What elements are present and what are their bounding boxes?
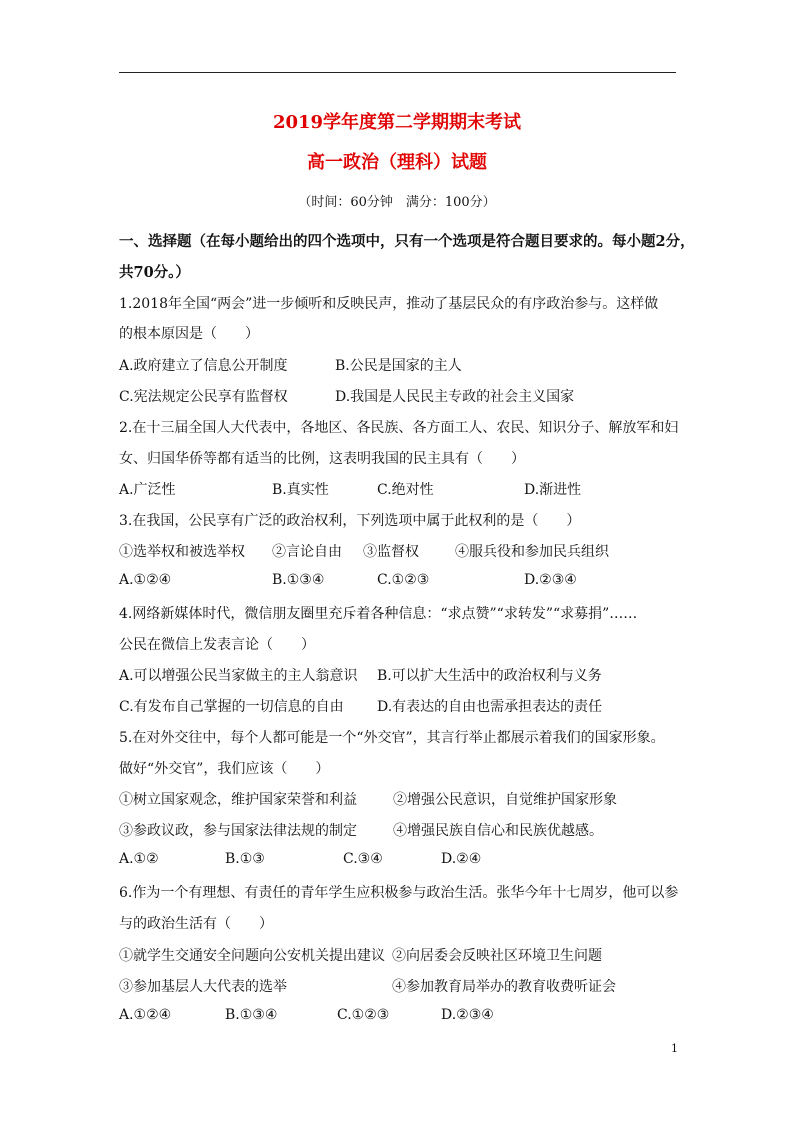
- q4-stem-line2: 公民在微信上发表言论（ ）: [119, 637, 315, 653]
- q2-option-a: A.广泛性: [119, 482, 176, 498]
- q5-item-2: ②增强公民意识，自觉维护国家形象: [393, 792, 617, 808]
- header-rule: [119, 72, 676, 73]
- time-info: （时间：60分钟 满分：100分）: [298, 195, 496, 210]
- q6-option-a: A.①②④: [119, 1007, 172, 1023]
- q5-item-3: ③参政议政，参与国家法律法规的制定: [119, 823, 357, 839]
- q6-item-2: ②向居委会反映社区环境卫生问题: [392, 948, 602, 964]
- q2-option-d: D.渐进性: [524, 482, 582, 498]
- q1-stem-line2: 的根本原因是（ ）: [119, 326, 259, 342]
- q5-stem-line1: 5.在对外交往中，每个人都可能是一个“外交官”，其言行举止都展示着我们的国家形象。: [119, 730, 665, 746]
- q5-option-a: A.①②: [119, 851, 159, 867]
- q6-item-3: ③参加基层人大代表的选举: [119, 979, 287, 995]
- q5-option-b: B.①③: [225, 851, 265, 867]
- q5-item-1: ①树立国家观念，维护国家荣誉和利益: [119, 792, 357, 808]
- q4-option-c: C.有发布自己掌握的一切信息的自由: [119, 699, 344, 715]
- q6-option-d: D.②③④: [441, 1007, 494, 1023]
- q2-stem-line2: 女、归国华侨等都有适当的比例，这表明我国的民主具有（ ）: [119, 451, 525, 467]
- q3-stem-line1: 3.在我国，公民享有广泛的政治权利，下列选项中属于此权利的是（ ）: [119, 513, 581, 529]
- q5-option-c: C.③④: [343, 851, 383, 867]
- page-number: 1: [671, 1042, 678, 1055]
- q6-option-b: B.①③④: [225, 1007, 278, 1023]
- q6-item-4: ④参加教育局举办的教育收费听证会: [392, 979, 616, 995]
- q4-option-b: B.可以扩大生活中的政治权利与义务: [377, 668, 602, 684]
- q1-stem-line1: 1.2018年全国“两会”进一步倾听和反映民声，推动了基层民众的有序政治参与。这样做: [119, 296, 659, 312]
- q2-stem-line1: 2.在十三届全国人大代表中，各地区、各民族、各方面工人、农民、知识分子、解放军和妇: [119, 420, 679, 436]
- q6-stem-line1: 6.作为一个有理想、有责任的青年学生应积极参与政治生活。张华今年十七周岁，他可以参: [119, 885, 679, 901]
- q3-option-b: B.①③④: [272, 572, 325, 588]
- section-heading-line1: 一、选择题（在每小题给出的四个选项中，只有一个选项是符合题目要求的。每小题2分，: [119, 233, 695, 250]
- q1-option-d: D.我国是人民民主专政的社会主义国家: [335, 389, 575, 405]
- q5-item-4: ④增强民族自信心和民族优越感。: [393, 823, 603, 839]
- q3-option-a: A.①②④: [119, 572, 172, 588]
- q1-option-b: B.公民是国家的主人: [335, 358, 462, 374]
- q4-option-a: A.可以增强公民当家做主的主人翁意识: [119, 668, 358, 684]
- q3-item-1: ①选举权和被选举权: [119, 544, 245, 560]
- q6-item-1: ①就学生交通安全问题向公安机关提出建议: [119, 948, 385, 964]
- q1-option-c: C.宪法规定公民享有监督权: [119, 389, 288, 405]
- q3-item-2: ②言论自由: [272, 544, 342, 560]
- q5-stem-line2: 做好“外交官”，我们应该（ ）: [119, 761, 330, 777]
- q3-option-d: D.②③④: [524, 572, 577, 588]
- q2-option-c: C.绝对性: [377, 482, 434, 498]
- q6-option-c: C.①②③: [337, 1007, 390, 1023]
- exam-title: 2019学年度第二学期期末考试: [272, 112, 522, 133]
- q3-option-c: C.①②③: [377, 572, 430, 588]
- q5-option-d: D.②④: [441, 851, 482, 867]
- q1-option-a: A.政府建立了信息公开制度: [119, 358, 288, 374]
- exam-subtitle: 高一政治（理科）试题: [307, 152, 487, 173]
- section-heading-line2: 共70分。）: [119, 264, 190, 281]
- q4-option-d: D.有表达的自由也需承担表达的责任: [377, 699, 603, 715]
- q3-item-4: ④服兵役和参加民兵组织: [455, 544, 609, 560]
- q6-stem-line2: 与的政治生活有（ ）: [119, 916, 273, 932]
- q3-item-3: ③监督权: [363, 544, 419, 560]
- q4-stem-line1: 4.网络新媒体时代，微信朋友圈里充斥着各种信息：“求点赞”“求转发”“求募捐”……: [119, 606, 638, 622]
- q2-option-b: B.真实性: [272, 482, 329, 498]
